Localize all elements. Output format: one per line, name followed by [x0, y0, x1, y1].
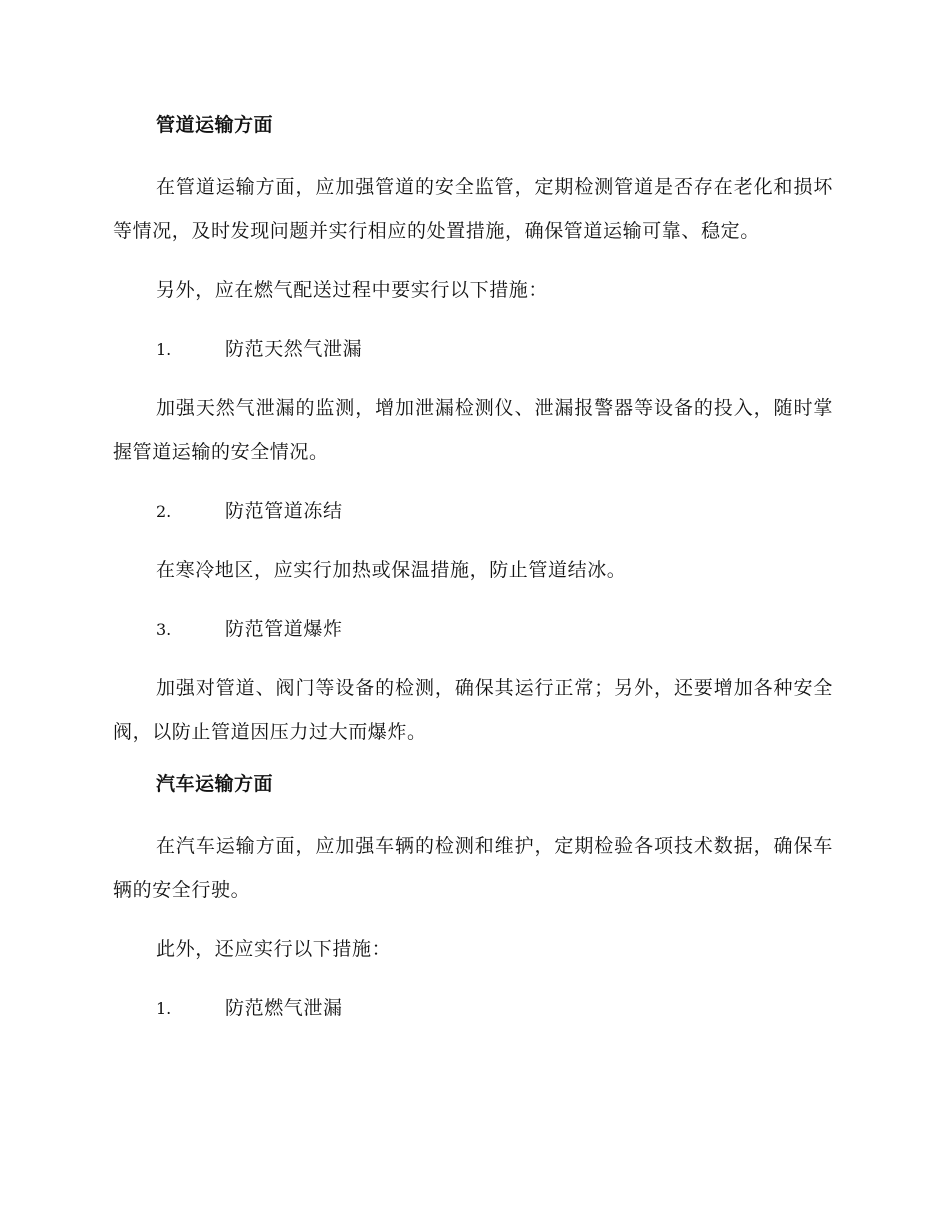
- section-heading-vehicle: 汽车运输方面: [156, 773, 274, 795]
- list-number: 1.: [156, 340, 172, 359]
- list-item-explosion-prevention: [113, 607, 833, 651]
- list-item-body: 在寒冷地区，应实行加热或保温措施，防止管道结冰。: [156, 559, 627, 581]
- list-number: 3.: [156, 620, 172, 639]
- list-number: 1.: [156, 999, 172, 1018]
- document-body: [113, 110, 833, 1045]
- section-lead-vehicle: 此外，还应实行以下措施：: [156, 938, 392, 960]
- list-item-body: 加强对管道、阀门等设备的检测，确保其运行正常；另外，还要增加各种安全阀，以防止管道因压力过大而爆炸。: [113, 677, 833, 743]
- list-title: 防范管道爆炸: [225, 618, 343, 640]
- list-item-gas-leak-prevention: [113, 986, 833, 1030]
- list-number: 2.: [156, 502, 172, 521]
- list-title: 防范天然气泄漏: [225, 338, 363, 360]
- section-lead-pipeline: 另外，应在燃气配送过程中要实行以下措施：: [156, 279, 549, 301]
- list-item-leak-prevention: [113, 327, 833, 371]
- section-intro-pipeline: 在管道运输方面，应加强管道的安全监管，定期检测管道是否存在老化和损坏等情况，及时发现问题并实行相应的处置措施，确保管道运输可靠、稳定。: [113, 176, 833, 242]
- section-heading-pipeline: 管道运输方面: [156, 114, 274, 136]
- section-intro-vehicle: 在汽车运输方面，应加强车辆的检测和维护，定期检验各项技术数据，确保车辆的安全行驶。: [113, 835, 833, 901]
- list-title: 防范燃气泄漏: [225, 997, 343, 1019]
- list-item-freeze-prevention: [113, 489, 833, 533]
- list-item-body: 加强天然气泄漏的监测，增加泄漏检测仪、泄漏报警器等设备的投入，随时掌握管道运输的安全情况。: [113, 397, 833, 463]
- list-title: 防范管道冻结: [225, 500, 343, 522]
